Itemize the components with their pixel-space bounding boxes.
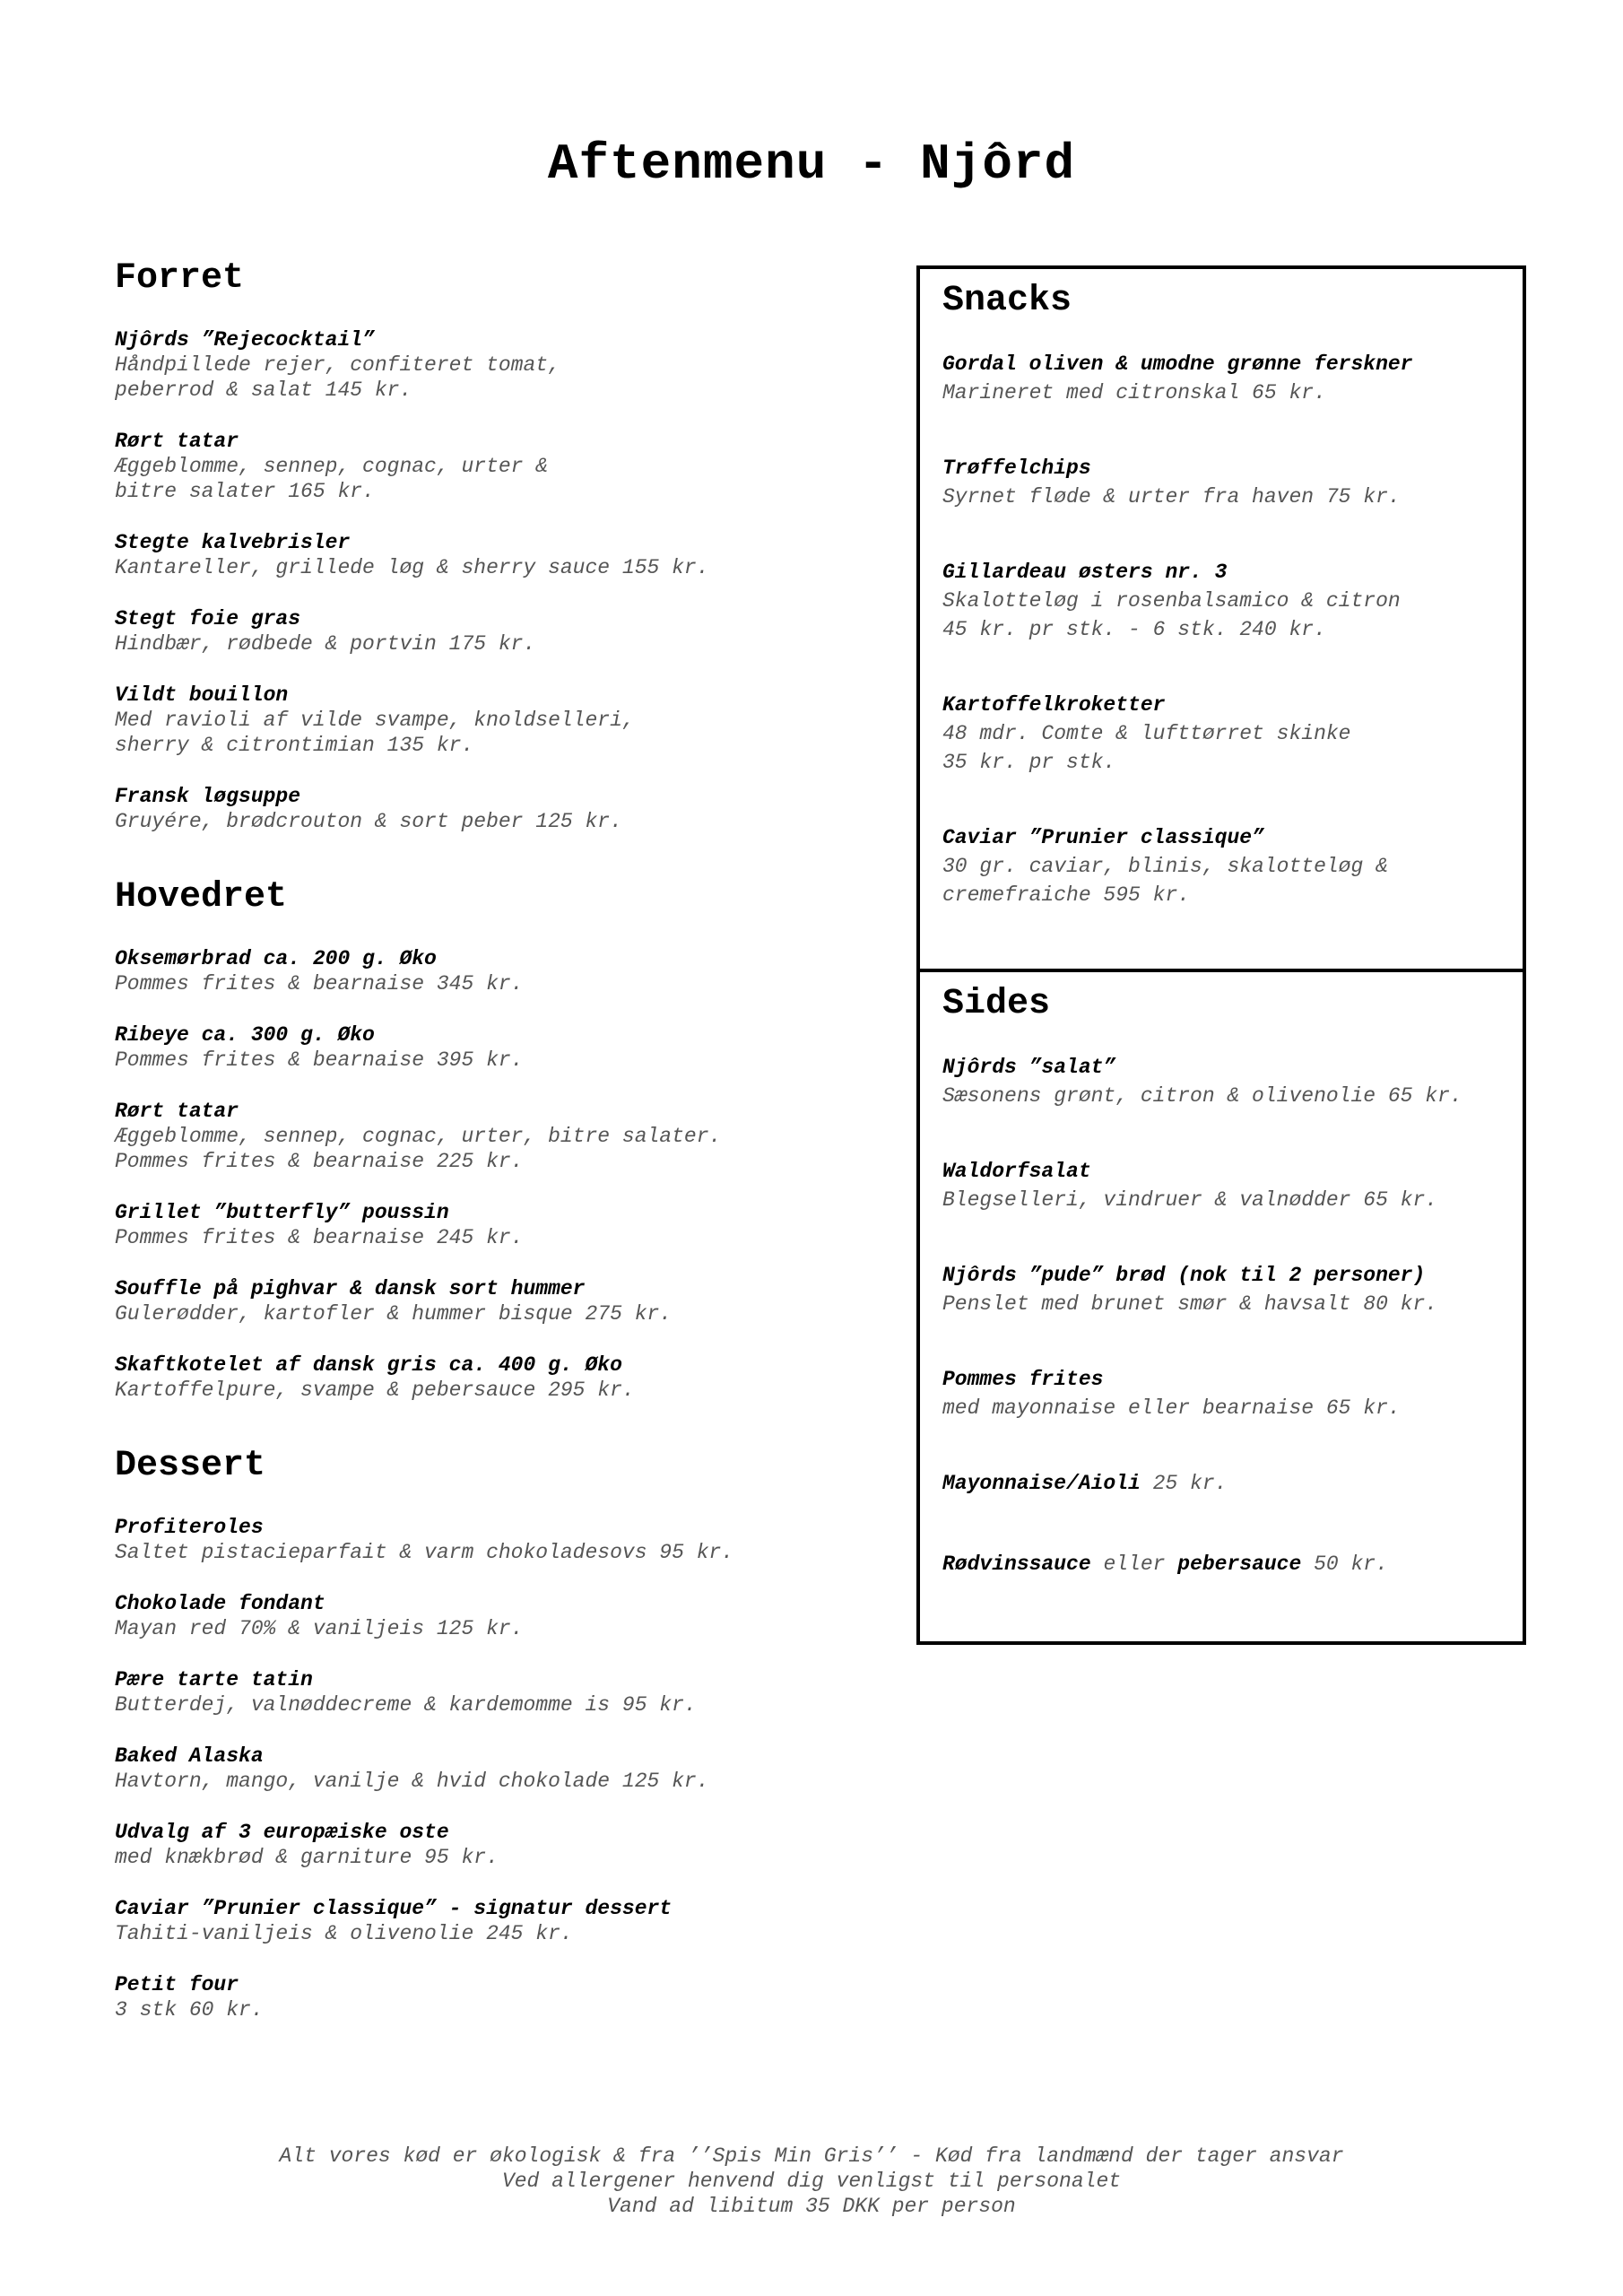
forret-item bbox=[115, 784, 886, 834]
sides-item-desc: Penslet med brunet smør & havsalt 80 kr. bbox=[942, 1292, 1438, 1316]
sides-item-desc: med mayonnaise eller bearnaise 65 kr. bbox=[942, 1396, 1401, 1420]
sides-item-name: Pommes frites bbox=[942, 1368, 1104, 1391]
dessert-item-name: Pære tarte tatin bbox=[115, 1668, 313, 1692]
snacks-item-desc: Skalotteløg i rosenbalsamico & citron 45 kr. pr stk. - 6 stk. 240 kr. bbox=[942, 589, 1401, 641]
dessert-item bbox=[115, 1591, 886, 1641]
forret-heading: Forret bbox=[115, 258, 245, 299]
forret-item-name: Vildt bouillon bbox=[115, 683, 289, 707]
sides-item bbox=[942, 1053, 1523, 1110]
page-title: Aftenmenu - Njôrd bbox=[547, 135, 1076, 193]
hovedret-item-name: Ribeye ca. 300 g. Øko bbox=[115, 1023, 375, 1047]
sides-item bbox=[942, 1365, 1523, 1422]
sides-list bbox=[942, 1053, 1523, 1422]
sides-heading: Sides bbox=[942, 984, 1051, 1024]
snacks-item bbox=[942, 350, 1523, 407]
snacks-item-name: Trøffelchips bbox=[942, 457, 1091, 480]
sauce-price: 50 kr. bbox=[1301, 1552, 1388, 1576]
hovedret-item bbox=[115, 1022, 886, 1073]
snacks-item-desc: Marineret med citronskal 65 kr. bbox=[942, 381, 1326, 404]
hovedret-item-desc: Æggeblomme, sennep, cognac, urter, bitre salater. Pommes frites & bearnaise 225 kr. bbox=[115, 1125, 722, 1173]
dessert-item bbox=[115, 1972, 886, 2022]
mayo-line bbox=[942, 1469, 1523, 1498]
hovedret-item-name: Skaftkotelet af dansk gris ca. 400 g. Øko bbox=[115, 1353, 622, 1377]
snacks-item bbox=[942, 558, 1523, 644]
hovedret-item-name: Rørt tatar bbox=[115, 1100, 239, 1123]
dessert-item-name: Profiteroles bbox=[115, 1516, 264, 1539]
forret-item bbox=[115, 327, 886, 403]
dessert-item-name: Chokolade fondant bbox=[115, 1592, 325, 1615]
hovedret-item bbox=[115, 1276, 886, 1326]
snacks-item-name: Caviar ”Prunier classique” bbox=[942, 826, 1264, 849]
snacks-heading: Snacks bbox=[942, 281, 1072, 321]
dessert-item-desc: 3 stk 60 kr. bbox=[115, 1998, 264, 2022]
forret-item bbox=[115, 530, 886, 580]
sides-item-desc: Sæsonens grønt, citron & olivenolie 65 kr. bbox=[942, 1084, 1462, 1108]
forret-item-desc: Med ravioli af vilde svampe, knoldselleri, sherry & citrontimian 135 kr. bbox=[115, 709, 635, 757]
forret-item-desc: Håndpillede rejer, confiteret tomat, peberrod & salat 145 kr. bbox=[115, 353, 560, 402]
snacks-item bbox=[942, 823, 1523, 909]
sides-item bbox=[942, 1261, 1523, 1318]
hovedret-item-desc: Gulerødder, kartofler & hummer bisque 275 kr. bbox=[115, 1302, 673, 1326]
forret-item-desc: Æggeblomme, sennep, cognac, urter & bitre salater 165 kr. bbox=[115, 455, 549, 503]
hovedret-item-desc: Pommes frites & bearnaise 245 kr. bbox=[115, 1226, 524, 1249]
sides-item-name: Njôrds ”salat” bbox=[942, 1056, 1116, 1079]
snacks-item bbox=[942, 454, 1523, 511]
dessert-item-name: Baked Alaska bbox=[115, 1744, 264, 1768]
footer-line-3: Vand ad libitum 35 DKK per person bbox=[607, 2195, 1016, 2218]
hovedret-item-name: Grillet ”butterfly” poussin bbox=[115, 1201, 449, 1224]
forret-item-desc: Kantareller, grillede løg & sherry sauce 155 kr. bbox=[115, 556, 709, 579]
dessert-heading: Dessert bbox=[115, 1446, 266, 1486]
sauce-line bbox=[942, 1550, 1523, 1578]
left-column bbox=[115, 256, 886, 2063]
mayo-name: Mayonnaise/Aioli bbox=[942, 1472, 1141, 1495]
snacks-item-desc: 30 gr. caviar, blinis, skalotteløg & cremefraiche 595 kr. bbox=[942, 855, 1388, 907]
dessert-item-name: Caviar ”Prunier classique” - signatur dessert bbox=[115, 1897, 673, 1920]
forret-item-name: Stegte kalvebrisler bbox=[115, 531, 351, 554]
forret-item-desc: Gruyére, brødcrouton & sort peber 125 kr. bbox=[115, 810, 622, 833]
dessert-item bbox=[115, 1744, 886, 1794]
hovedret-item-name: Souffle på pighvar & dansk sort hummer bbox=[115, 1277, 586, 1300]
hovedret-item-desc: Pommes frites & bearnaise 345 kr. bbox=[115, 972, 524, 996]
snacks-item-name: Kartoffelkroketter bbox=[942, 693, 1166, 717]
forret-item-name: Stegt foie gras bbox=[115, 607, 301, 631]
forret-item-name: Rørt tatar bbox=[115, 430, 239, 453]
footer bbox=[0, 2144, 1623, 2219]
snacks-box bbox=[916, 265, 1526, 972]
mayo-price: 25 kr. bbox=[1140, 1472, 1228, 1495]
hovedret-item bbox=[115, 1352, 886, 1403]
snacks-item bbox=[942, 691, 1523, 777]
sauce-eller: eller bbox=[1090, 1552, 1178, 1576]
dessert-item-name: Udvalg af 3 europæiske oste bbox=[115, 1821, 449, 1844]
sauce-name-1: Rødvinssauce bbox=[942, 1552, 1091, 1576]
sides-box bbox=[916, 969, 1526, 1645]
hovedret-heading: Hovedret bbox=[115, 877, 288, 918]
hovedret-item-desc: Pommes frites & bearnaise 395 kr. bbox=[115, 1048, 524, 1072]
sides-item-desc: Blegselleri, vindruer & valnødder 65 kr. bbox=[942, 1188, 1438, 1212]
forret-item-name: Fransk løgsuppe bbox=[115, 785, 301, 808]
dessert-item-desc: Havtorn, mango, vanilje & hvid chokolade 125 kr. bbox=[115, 1770, 709, 1793]
forret-item bbox=[115, 683, 886, 758]
forret-item bbox=[115, 606, 886, 657]
forret-item-desc: Hindbær, rødbede & portvin 175 kr. bbox=[115, 632, 536, 656]
sides-item-name: Waldorfsalat bbox=[942, 1160, 1091, 1183]
dessert-section bbox=[115, 1443, 886, 2022]
hovedret-section bbox=[115, 874, 886, 1403]
footer-line-1: Alt vores kød er økologisk & fra ’’Spis Min Gris’’ - Kød fra landmænd der tager ansvar bbox=[279, 2144, 1344, 2168]
dessert-item bbox=[115, 1820, 886, 1870]
hovedret-item bbox=[115, 946, 886, 996]
hovedret-item-name: Oksemørbrad ca. 200 g. Øko bbox=[115, 947, 437, 970]
dessert-item-desc: Tahiti-vaniljeis & olivenolie 245 kr. bbox=[115, 1922, 573, 1945]
snacks-item-desc: Syrnet fløde & urter fra haven 75 kr. bbox=[942, 485, 1401, 509]
snacks-item-desc: 48 mdr. Comte & lufttørret skinke 35 kr. pr stk. bbox=[942, 722, 1351, 774]
dessert-item bbox=[115, 1667, 886, 1718]
dessert-item-desc: med knækbrød & garniture 95 kr. bbox=[115, 1846, 499, 1869]
snacks-item-name: Gordal oliven & umodne grønne ferskner bbox=[942, 352, 1413, 376]
sauce-name-2: pebersauce bbox=[1177, 1552, 1302, 1576]
dessert-item-name: Petit four bbox=[115, 1973, 239, 1996]
hovedret-item-desc: Kartoffelpure, svampe & pebersauce 295 kr. bbox=[115, 1378, 635, 1402]
dessert-item-desc: Butterdej, valnøddecreme & kardemomme is 95 kr. bbox=[115, 1693, 697, 1717]
snacks-item-name: Gillardeau østers nr. 3 bbox=[942, 561, 1228, 584]
forret-item-name: Njôrds ”Rejecocktail” bbox=[115, 328, 375, 352]
dessert-item-desc: Saltet pistacieparfait & varm chokoladesovs 95 kr. bbox=[115, 1541, 734, 1564]
forret-section bbox=[115, 256, 886, 834]
footer-line-2: Ved allergener henvend dig venligst til personalet bbox=[501, 2170, 1122, 2193]
hovedret-item bbox=[115, 1200, 886, 1250]
dessert-item-desc: Mayan red 70% & vaniljeis 125 kr. bbox=[115, 1617, 524, 1640]
dessert-item bbox=[115, 1515, 886, 1565]
hovedret-item bbox=[115, 1099, 886, 1174]
forret-item bbox=[115, 429, 886, 504]
sides-item-name: Njôrds ”pude” brød (nok til 2 personer) bbox=[942, 1264, 1426, 1287]
sides-item bbox=[942, 1157, 1523, 1214]
dessert-item bbox=[115, 1896, 886, 1946]
